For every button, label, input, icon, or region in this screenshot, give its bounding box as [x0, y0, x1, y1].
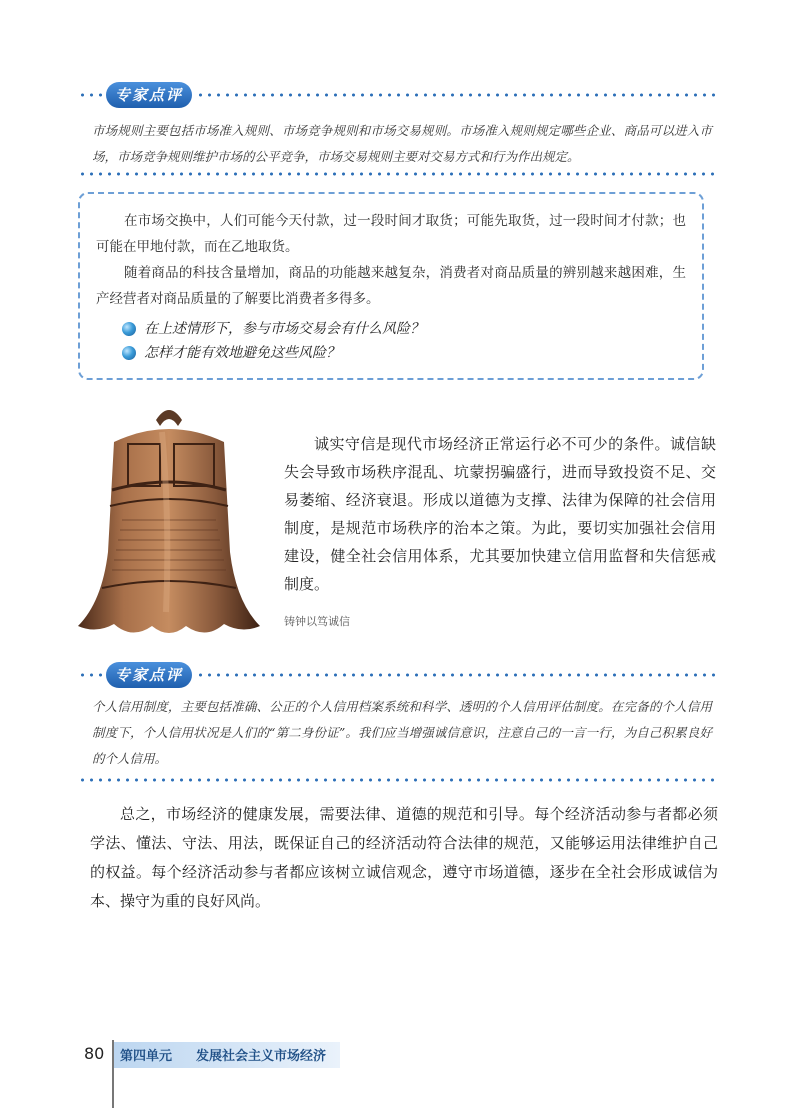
image-caption: 铸钟以笃诚信 [284, 615, 350, 628]
summary-paragraph: 总之，市场经济的健康发展，需要法律、道德的规范和引导。每个经济活动参与者都必须学法、懂法、守法、用法，既保证自己的经济活动符合法律的规范，又能够运用法律维护自己的权益。每个经济活动参与者都应该树立诚信观念，遵守市场道德，逐步在全社会形成诚信为本、操守为重的良好风尚。 [90, 805, 718, 910]
expert-comment-header-2 [78, 660, 718, 690]
integrity-paragraph: 诚实守信是现代市场经济正常运行必不可少的条件。诚信缺失会导致市场秩序混乱、坑蒙拐骗盛行，进而导致投资不足、交易萎缩、经济衰退。形成以道德为支撑、法律为保障的社会信用制度，是规范市场秩序的治本之策。为此，要切实加强社会信用建设，健全社会信用体系，尤其要加快建立信用监督和失信惩戒制度。 [284, 435, 716, 593]
dotted-separator-1 [78, 172, 718, 176]
dotted-line-right [196, 93, 718, 97]
question-text: 怎样才能有效地避免这些风险？ [144, 345, 340, 361]
question-text: 在上述情形下，参与市场交易会有什么风险？ [144, 321, 424, 337]
scenario-paragraph-1: 在市场交换中，人们可能今天付款，过一段时间才取货；可能先取货，过一段时间才付款；也可能在甲地付款，而在乙地取货。 [96, 213, 686, 255]
bell-illustration [74, 402, 264, 640]
question-bullet-icon [122, 322, 136, 336]
expert-comment-label: 专家点评 [106, 82, 192, 108]
expert-comment-label: 专家点评 [106, 662, 192, 688]
footer-unit-title: 发展社会主义市场经济 [196, 1049, 327, 1064]
expert-comment-text-2: 个人信用制度，主要包括准确、公正的个人信用档案系统和科学、透明的个人信用评估制度。在完备的个人信用制度下，个人信用状况是人们的“第二身份证”。我们应当增强诚信意识，注意自己的一言一行，为自己积累良好的个人信用。 [92, 699, 712, 766]
dotted-line-left [78, 673, 104, 677]
footer-unit-label: 第四单元 [120, 1049, 173, 1064]
question-bullet-icon [122, 346, 136, 360]
dotted-separator-2 [78, 778, 718, 782]
dotted-line-left [78, 93, 104, 97]
scenario-paragraph-2: 随着商品的科技含量增加，商品的功能越来越复杂，消费者对商品质量的辨别越来越困难，生产经营者对商品质量的了解要比消费者多得多。 [96, 265, 686, 307]
expert-comment-text-1: 市场规则主要包括市场准入规则、市场竞争规则和市场交易规则。市场准入规则规定哪些企业、商品可以进入市场，市场竞争规则维护市场的公平竞争，市场交易规则主要对交易方式和行为作出规定。 [92, 123, 712, 164]
expert-comment-header-1 [78, 80, 718, 110]
page-number: 80 [84, 1044, 105, 1063]
dotted-line-right [196, 673, 718, 677]
scenario-box [78, 192, 704, 380]
